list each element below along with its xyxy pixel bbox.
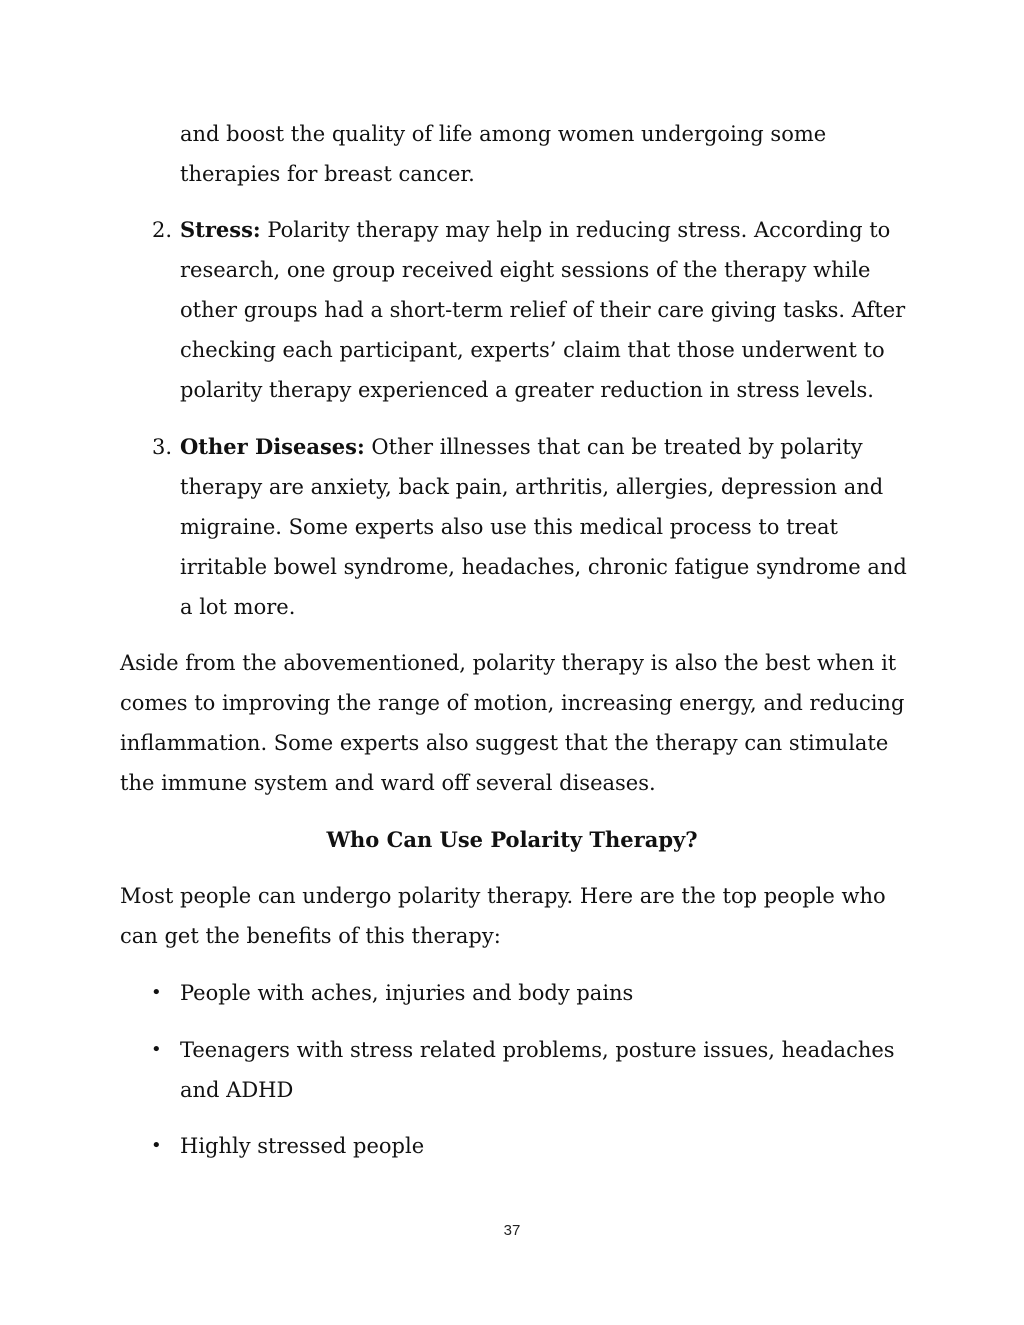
bullet-text: People with aches, injuries and body pains	[180, 981, 634, 1005]
section-heading: Who Can Use Polarity Therapy?	[326, 827, 698, 852]
item-text: Other illnesses that can be treated by polarity therapy are anxiety, back pain, arthritis, allergies, depression and migraine. Some experts also use this medical process to treat irritable bowel syndrome, headaches, chronic fatigue syndrome and a lot more.	[180, 435, 907, 619]
bullet-text: Highly stressed people	[180, 1134, 425, 1158]
bullet-item	[151, 973, 910, 1013]
numbered-item-stress	[151, 210, 910, 410]
list-item-continuation	[180, 114, 910, 194]
bullet-item	[151, 1126, 910, 1166]
bullet-icon: •	[151, 982, 162, 1003]
list-number: 2.	[151, 218, 172, 242]
body-paragraph: Aside from the abovementioned, polarity therapy is also the best when it comes to improving the range of motion, increasing energy, and reducing inflammation. Some experts also suggest that the therapy can stimulate the immune system and ward off several diseases.	[120, 651, 905, 795]
bullet-item	[151, 1030, 910, 1110]
bullet-text: Teenagers with stress related problems, posture issues, headaches and ADHD	[180, 1038, 895, 1102]
list-number: 3.	[151, 435, 172, 459]
item-term: Other Diseases:	[180, 434, 365, 459]
bullet-icon: •	[151, 1135, 162, 1156]
item-term: Stress:	[180, 217, 261, 242]
continuation-text: and boost the quality of life among women undergoing some therapies for breast cancer.	[180, 122, 827, 186]
intro-paragraph: Most people can undergo polarity therapy. Here are the top people who can get the benefits of this therapy:	[120, 884, 886, 948]
numbered-item-other-diseases	[151, 427, 910, 627]
bullet-icon: •	[151, 1039, 162, 1060]
item-text: Polarity therapy may help in reducing stress. According to research, one group received eight sessions of the therapy while other groups had a short-term relief of their care giving tasks. After checking each participant, experts’ claim that those underwent to polarity therapy experienced a greater reduction in stress levels.	[180, 218, 906, 402]
page-number: 37	[503, 1222, 521, 1239]
